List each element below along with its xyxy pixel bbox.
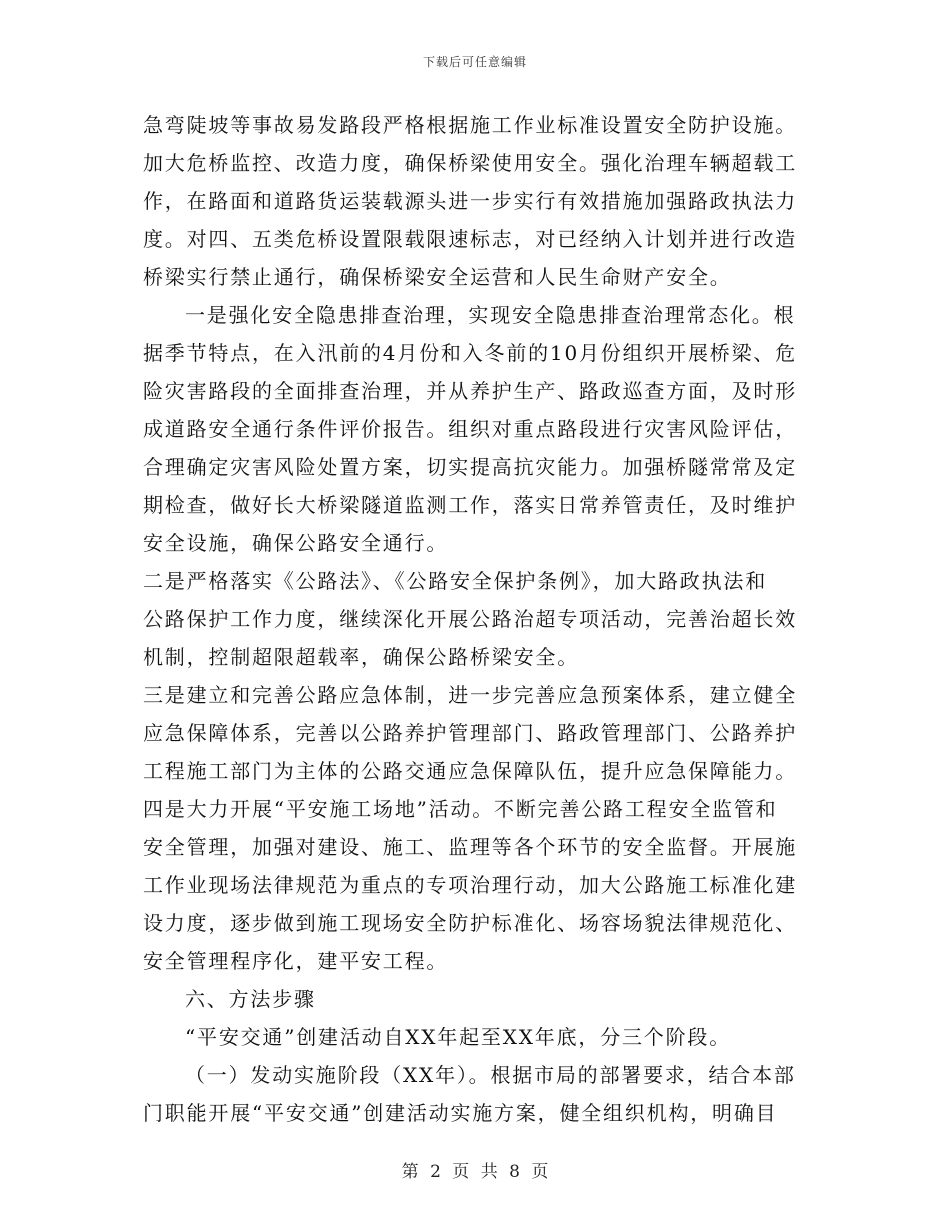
text-line: 四是大力开展“平安施工场地”活动。不断完善公路工程安全监管和 [143,797,778,821]
text-line: 度。对四、五类危桥设置限载限速标志，对已经纳入计划并进行改造 [143,227,797,251]
text-line: 设力度，逐步做到施工现场安全防护标准化、场容场貌法律规范化、 [143,911,797,935]
document-body [143,106,809,1132]
page-header: 下载后可任意编辑 [422,55,527,69]
text-line: （一）发动实施阶段（XX年）。根据市局的部署要求，结合本部 [185,1063,796,1087]
text-line: 作，在路面和道路货运装载源头进一步实行有效措施加强路政执法力 [143,189,797,213]
text-line: “平安交通”创建活动自XX年起至XX年底，分三个阶段。 [185,1025,732,1049]
text-line: 应急保障体系，完善以公路养护管理部门、路政管理部门、公路养护 [143,721,797,745]
text-line: 成道路安全通行条件评价报告。组织对重点路段进行灾害风险评估， [143,417,797,441]
text-line: 安全管理，加强对建设、施工、监理等各个环节的安全监督。开展施 [143,835,797,859]
text-line: 合理确定灾害风险处置方案，切实提高抗灾能力。加强桥隧常常及定 [143,455,797,479]
text-line: 据季节特点，在入汛前的4月份和入冬前的10月份组织开展桥梁、危 [143,341,797,365]
text-line: 工作业现场法律规范为重点的专项治理行动，加大公路施工标准化建 [143,873,797,897]
text-line: 门职能开展“平安交通”创建活动实施方案，健全组织机构，明确目 [143,1101,778,1125]
text-line: 二是严格落实《公路法》、《公路安全保护条例》，加大路政执法和 [143,569,767,593]
page-number-footer: 第 2 页 共 8 页 [401,1162,549,1182]
text-line: 三是建立和完善公路应急体制，进一步完善应急预案体系，建立健全 [143,683,797,707]
text-line: 安全设施，确保公路安全通行。 [143,531,449,555]
text-line: 险灾害路段的全面排查治理，并从养护生产、路政巡查方面，及时形 [143,379,797,403]
text-line: 公路保护工作力度，继续深化开展公路治超专项活动，完善治超长效 [143,607,797,631]
text-line: 机制，控制超限超载率，确保公路桥梁安全。 [143,645,579,669]
text-line: 桥梁实行禁止通行，确保桥梁安全运营和人民生命财产安全。 [143,265,732,289]
text-line: 期检查，做好长大桥梁隧道监测工作，落实日常养管责任，及时维护 [143,493,797,517]
text-line: 安全管理程序化，建平安工程。 [143,949,449,973]
text-line: 加大危桥监控、改造力度，确保桥梁使用安全。强化治理车辆超载工 [143,151,797,175]
text-line: 工程施工部门为主体的公路交通应急保障队伍，提升应急保障能力。 [143,759,797,783]
section-heading: 六、方法步骤 [185,987,316,1011]
text-line: 急弯陡坡等事故易发路段严格根据施工作业标准设置安全防护设施。 [143,113,797,137]
text-line: 一是强化安全隐患排查治理，实现安全隐患排查治理常态化。根 [185,303,796,327]
